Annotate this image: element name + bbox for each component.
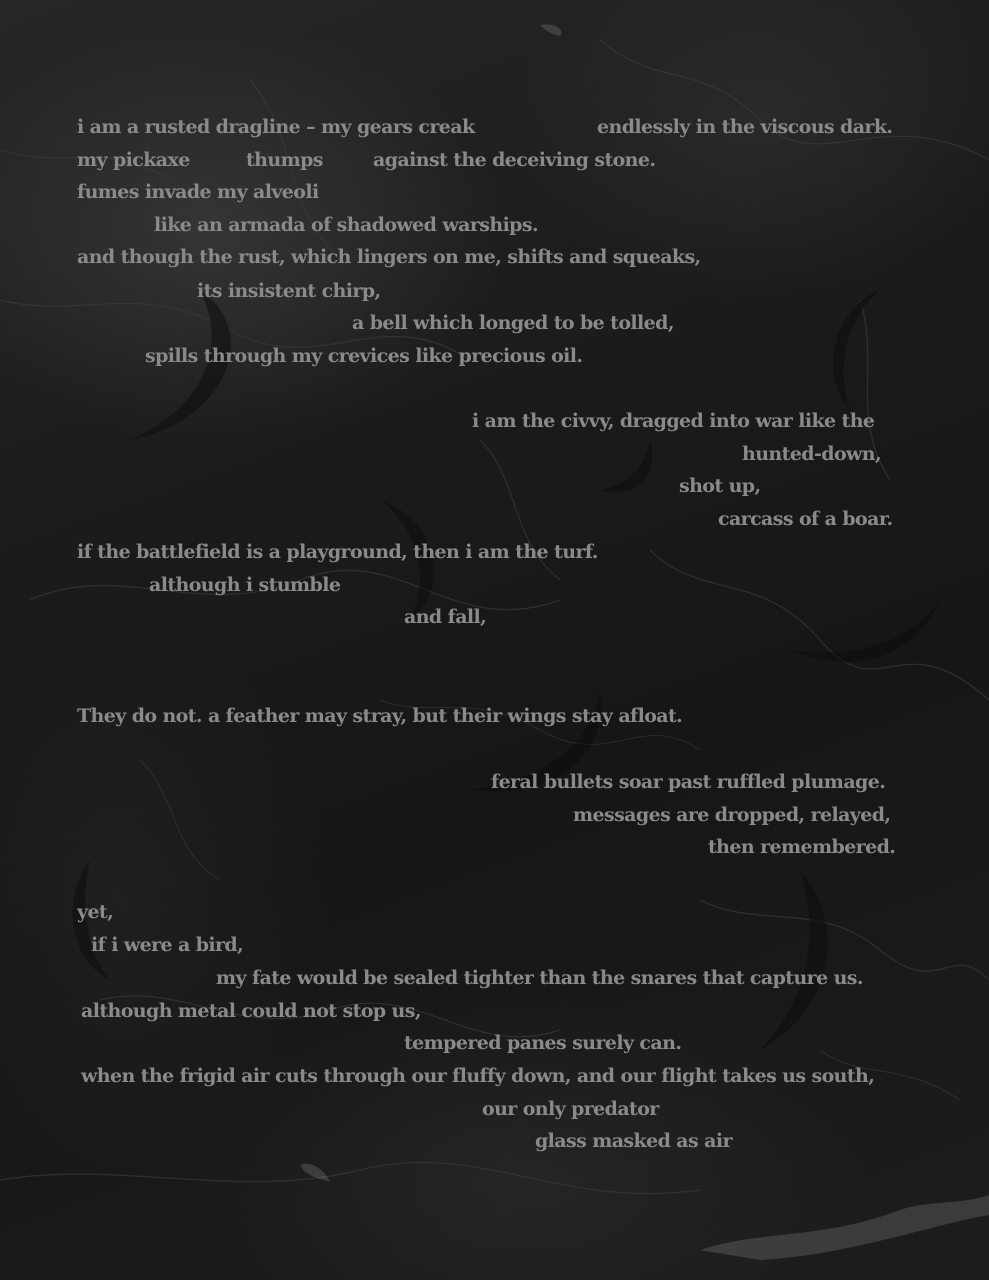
poem-line-12: carcass of a boar. [718, 508, 893, 530]
poem-line-16: They do not. a feather may stray, but their wings stay afloat. [77, 705, 683, 727]
poem-line-26: our only predator [482, 1098, 659, 1120]
poem-line-2 [77, 148, 656, 172]
poem-line-23: although metal could not stop us, [81, 1000, 421, 1022]
poem-line-10: hunted-down, [742, 443, 882, 465]
poem-line-18: messages are dropped, relayed, [573, 804, 891, 826]
poem-line-11: shot up, [679, 475, 761, 497]
poem-line-13: if the battlefield is a playground, then i am the turf. [77, 541, 598, 563]
poem-line-6: its insistent chirp, [197, 280, 381, 302]
poem-line-1-part-2: endlessly in the viscous dark. [597, 116, 893, 138]
poem-line-5: and though the rust, which lingers on me, shifts and squeaks, [77, 246, 701, 268]
poem-line-14: although i stumble [149, 574, 341, 596]
poem-line-9: i am the civvy, dragged into war like the [472, 410, 875, 432]
poem-line-25: when the frigid air cuts through our fluffy down, and our flight takes us south, [81, 1065, 875, 1087]
poem-line-2-part-3: against the deceiving stone. [373, 149, 656, 171]
poem-line-17: feral bullets soar past ruffled plumage. [491, 771, 886, 793]
poem-line-15: and fall, [404, 606, 487, 628]
poem-line-7: a bell which longed to be tolled, [352, 312, 674, 334]
poem-line-24: tempered panes surely can. [404, 1032, 682, 1054]
poem-line-2-part-1: my pickaxe [77, 149, 190, 171]
poem-line-2-part-2: thumps [246, 149, 323, 171]
poem-line-8: spills through my crevices like precious oil. [145, 345, 583, 367]
poem-line-3: fumes invade my alveoli [77, 181, 319, 203]
poem-line-4: like an armada of shadowed warships. [154, 214, 538, 236]
poem-line-20: yet, [77, 901, 114, 923]
poem-line-21: if i were a bird, [91, 934, 244, 956]
poem-line-22: my fate would be sealed tighter than the snares that capture us. [216, 967, 863, 989]
poem-line-1-part-1: i am a rusted dragline – my gears creak [77, 116, 475, 138]
poem-line-19: then remembered. [708, 836, 896, 858]
poem-line-27: glass masked as air [535, 1130, 732, 1152]
poem-line-1 [77, 115, 893, 139]
